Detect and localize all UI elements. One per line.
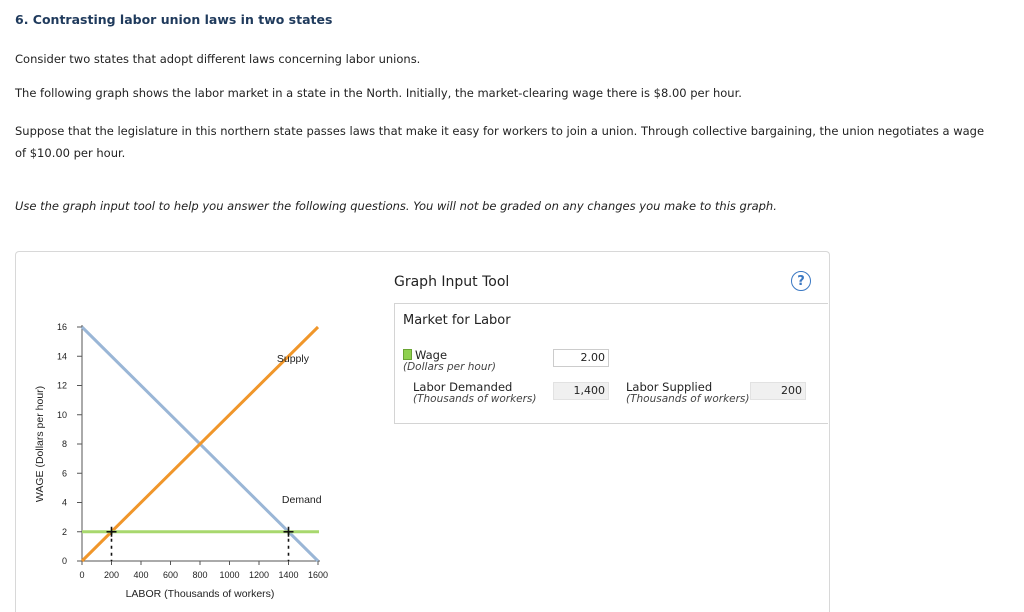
y-tick-label: 10 — [56, 409, 67, 420]
union-paragraph: Suppose that the legislature in this northern state passes laws that make it easy for workers to join a union. Through collective bargaining, the union negotiates a wage of $10.00 per hour. — [15, 124, 985, 160]
x-tick-label: 600 — [162, 570, 179, 580]
labor-demanded-value: 1,400 — [553, 382, 609, 400]
y-tick-label: 6 — [61, 468, 67, 479]
y-tick-label: 12 — [56, 380, 67, 391]
x-tick-label: 1000 — [219, 570, 240, 580]
help-icon[interactable]: ? — [791, 271, 811, 291]
labor-supplied-value: 200 — [750, 382, 806, 400]
wage-input[interactable]: 2.00 — [553, 349, 609, 367]
y-tick-label: 8 — [61, 439, 67, 449]
x-tick-label: 400 — [133, 570, 149, 580]
labor-supplied-label: Labor Supplied (Thousands of workers) — [626, 380, 750, 405]
x-tick-label: 1400 — [278, 570, 299, 580]
question-title: 6. Contrasting labor union laws in two states — [15, 12, 333, 27]
wage-field-label: Wage (Dollars per hour) — [403, 348, 496, 373]
intro-paragraph: Consider two states that adopt different laws concerning labor unions. — [15, 52, 421, 66]
x-tick-label: 1200 — [248, 570, 270, 580]
labor-demanded-label: Labor Demanded (Thousands of workers) — [413, 380, 537, 405]
demand-label: Demand — [281, 494, 322, 507]
x-axis-label: LABOR (Thousands of workers) — [125, 588, 275, 600]
market-for-labor-box — [394, 303, 828, 424]
wage-swatch-icon — [403, 349, 412, 360]
labor-market-graph[interactable] — [16, 252, 394, 612]
supply-label: Supply — [276, 353, 309, 366]
y-tick-label: 0 — [61, 556, 67, 566]
y-axis-label: WAGE (Dollars per hour) — [34, 385, 46, 503]
x-tick-label: 0 — [79, 570, 85, 580]
y-tick-label: 14 — [56, 351, 67, 362]
x-tick-label: 200 — [103, 570, 120, 580]
graph-input-tool-title: Graph Input Tool — [394, 274, 510, 290]
x-tick-label: 800 — [192, 570, 208, 580]
y-tick-label: 2 — [61, 526, 67, 537]
graph-panel — [15, 251, 830, 612]
y-tick-label: 16 — [56, 322, 67, 332]
market-title: Market for Labor — [403, 313, 511, 328]
instruction-paragraph: Use the graph input tool to help you answer the following questions. You will not be graded on any changes you make to this graph. — [15, 199, 777, 213]
north-market-paragraph: The following graph shows the labor market in a state in the North. Initially, the market-clearing wage there is $8.00 per hour. — [15, 86, 742, 100]
y-tick-label: 4 — [61, 497, 67, 508]
x-tick-label: 1600 — [307, 570, 329, 580]
